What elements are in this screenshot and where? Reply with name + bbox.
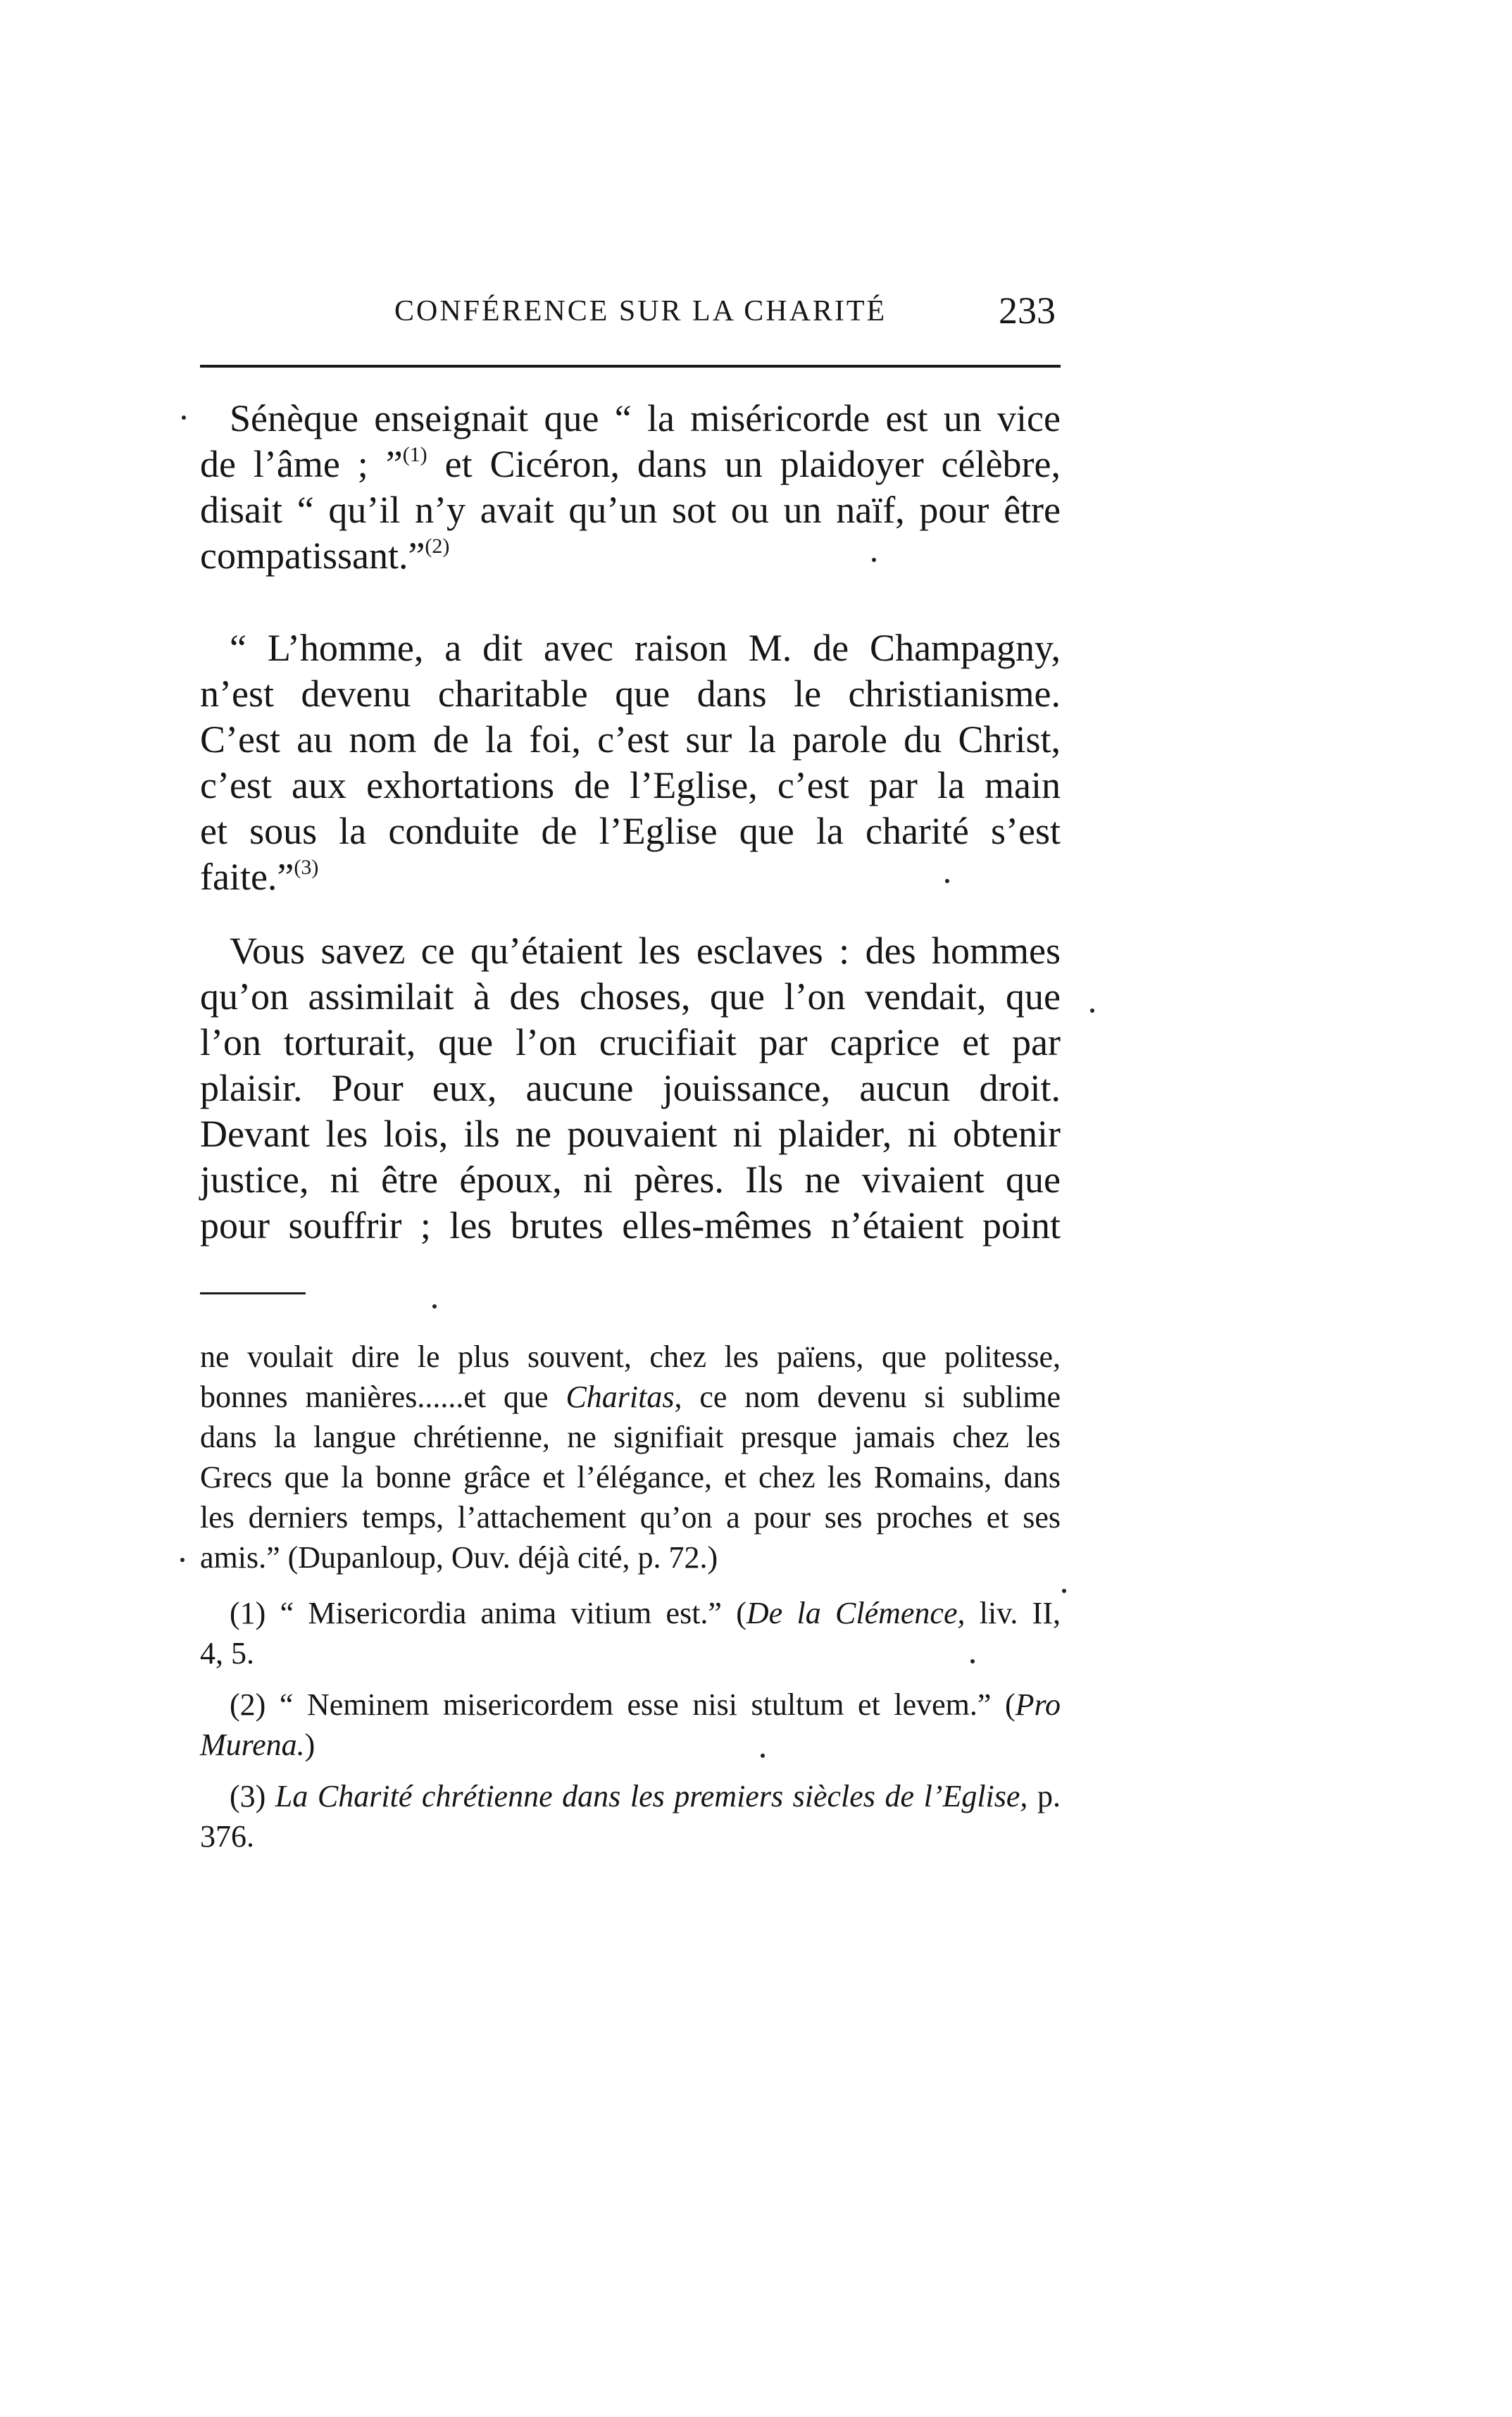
note-line: Murena.) — [200, 1728, 315, 1762]
footnote-ref: (3) — [294, 856, 319, 879]
note-line: (3) La Charité chrétienne dans les premiers siècles de l’Eglise, p. — [230, 1779, 1061, 1813]
footnote-1 — [200, 1593, 1061, 1673]
header-rule — [200, 365, 1061, 368]
note-line: ne voulait dire le plus souvent, chez les païens, que politesse, — [200, 1339, 1061, 1374]
page-number: 233 — [999, 289, 1056, 332]
continued-footnote — [200, 1337, 1061, 1578]
text-line: disait “ qu’il n’y avait qu’un sot ou un naïf, pour être — [200, 489, 1061, 531]
scan-speck — [970, 1659, 975, 1663]
text-line: Sénèque enseignait que “ la miséricorde est un vice — [230, 397, 1061, 439]
footnote-3 — [200, 1776, 1061, 1856]
note-line: les derniers temps, l’attachement qu’on a pour ses proches et ses — [200, 1500, 1061, 1535]
scan-speck — [182, 416, 186, 420]
note-line: (2) “ Neminem misericordem esse nisi stultum et levem.” (Pro — [230, 1687, 1061, 1722]
scan-speck — [432, 1304, 437, 1309]
note-line: bonnes manières......et que Charitas, ce nom devenu si sublime — [200, 1380, 1061, 1414]
text-line: compatissant.”$^{(2)}$ — [200, 535, 450, 577]
text-line: Devant les lois, ils ne pouvaient ni plaider, ni obtenir — [200, 1113, 1061, 1155]
text-line: de l’âme ; ”$^{(1)}$ et Cicéron, dans un plaidoyer célèbre, — [200, 443, 1061, 485]
paragraph-seneque — [200, 396, 1061, 579]
scan-speck — [180, 1558, 185, 1562]
note-line: dans la langue chrétienne, ne signifiait presque jamais chez les — [200, 1420, 1061, 1454]
footnote-ref: (2) — [425, 535, 450, 558]
footnote-2 — [200, 1685, 1061, 1765]
footnote-ref: (1) — [402, 443, 427, 466]
text-line: et sous la conduite de l’Eglise que la charité s’est — [200, 810, 1061, 852]
text-line: justice, ni être époux, ni pères. Ils ne vivaient que — [200, 1158, 1061, 1201]
text-line: “ L’homme, a dit avec raison M. de Champagny, — [230, 627, 1061, 669]
text-line: l’on torturait, que l’on crucifiait par caprice et par — [200, 1021, 1061, 1063]
paragraph-esclaves — [200, 928, 1061, 1249]
footnote-rule — [200, 1292, 306, 1294]
text-line: plaisir. Pour eux, aucune jouissance, aucun droit. — [200, 1067, 1061, 1109]
text-line: qu’on assimilait à des choses, que l’on vendait, que — [200, 975, 1061, 1018]
scan-speck — [1062, 1589, 1066, 1593]
note-line: amis.” (Dupanloup, Ouv. déjà cité, p. 72.) — [200, 1540, 718, 1575]
note-line: 4, 5. — [200, 1636, 254, 1670]
text-line: faite.”$^{(3)}$ — [200, 856, 319, 898]
text-line: n’est devenu charitable que dans le christianisme. — [200, 673, 1061, 715]
scan-speck — [1090, 1008, 1094, 1013]
scan-speck — [761, 1754, 765, 1758]
note-line: 376. — [200, 1819, 254, 1854]
scan-speck — [945, 879, 949, 883]
note-line: (1) “ Misericordia anima vitium est.” (De la Clémence, liv. II, — [230, 1596, 1061, 1630]
paragraph-champagny-quote — [200, 625, 1061, 900]
text-line: C’est au nom de la foi, c’est sur la parole du Christ, — [200, 718, 1061, 761]
running-title: CONFÉRENCE SUR LA CHARITÉ — [394, 295, 887, 327]
note-line: Grecs que la bonne grâce et l’élégance, et chez les Romains, dans — [200, 1460, 1061, 1494]
scan-speck — [872, 558, 876, 562]
text-line: c’est aux exhortations de l’Eglise, c’est par la main — [200, 764, 1061, 806]
text-line: Vous savez ce qu’étaient les esclaves : des hommes — [230, 930, 1061, 972]
text-line: pour souffrir ; les brutes elles-mêmes n’étaient point — [200, 1204, 1061, 1247]
